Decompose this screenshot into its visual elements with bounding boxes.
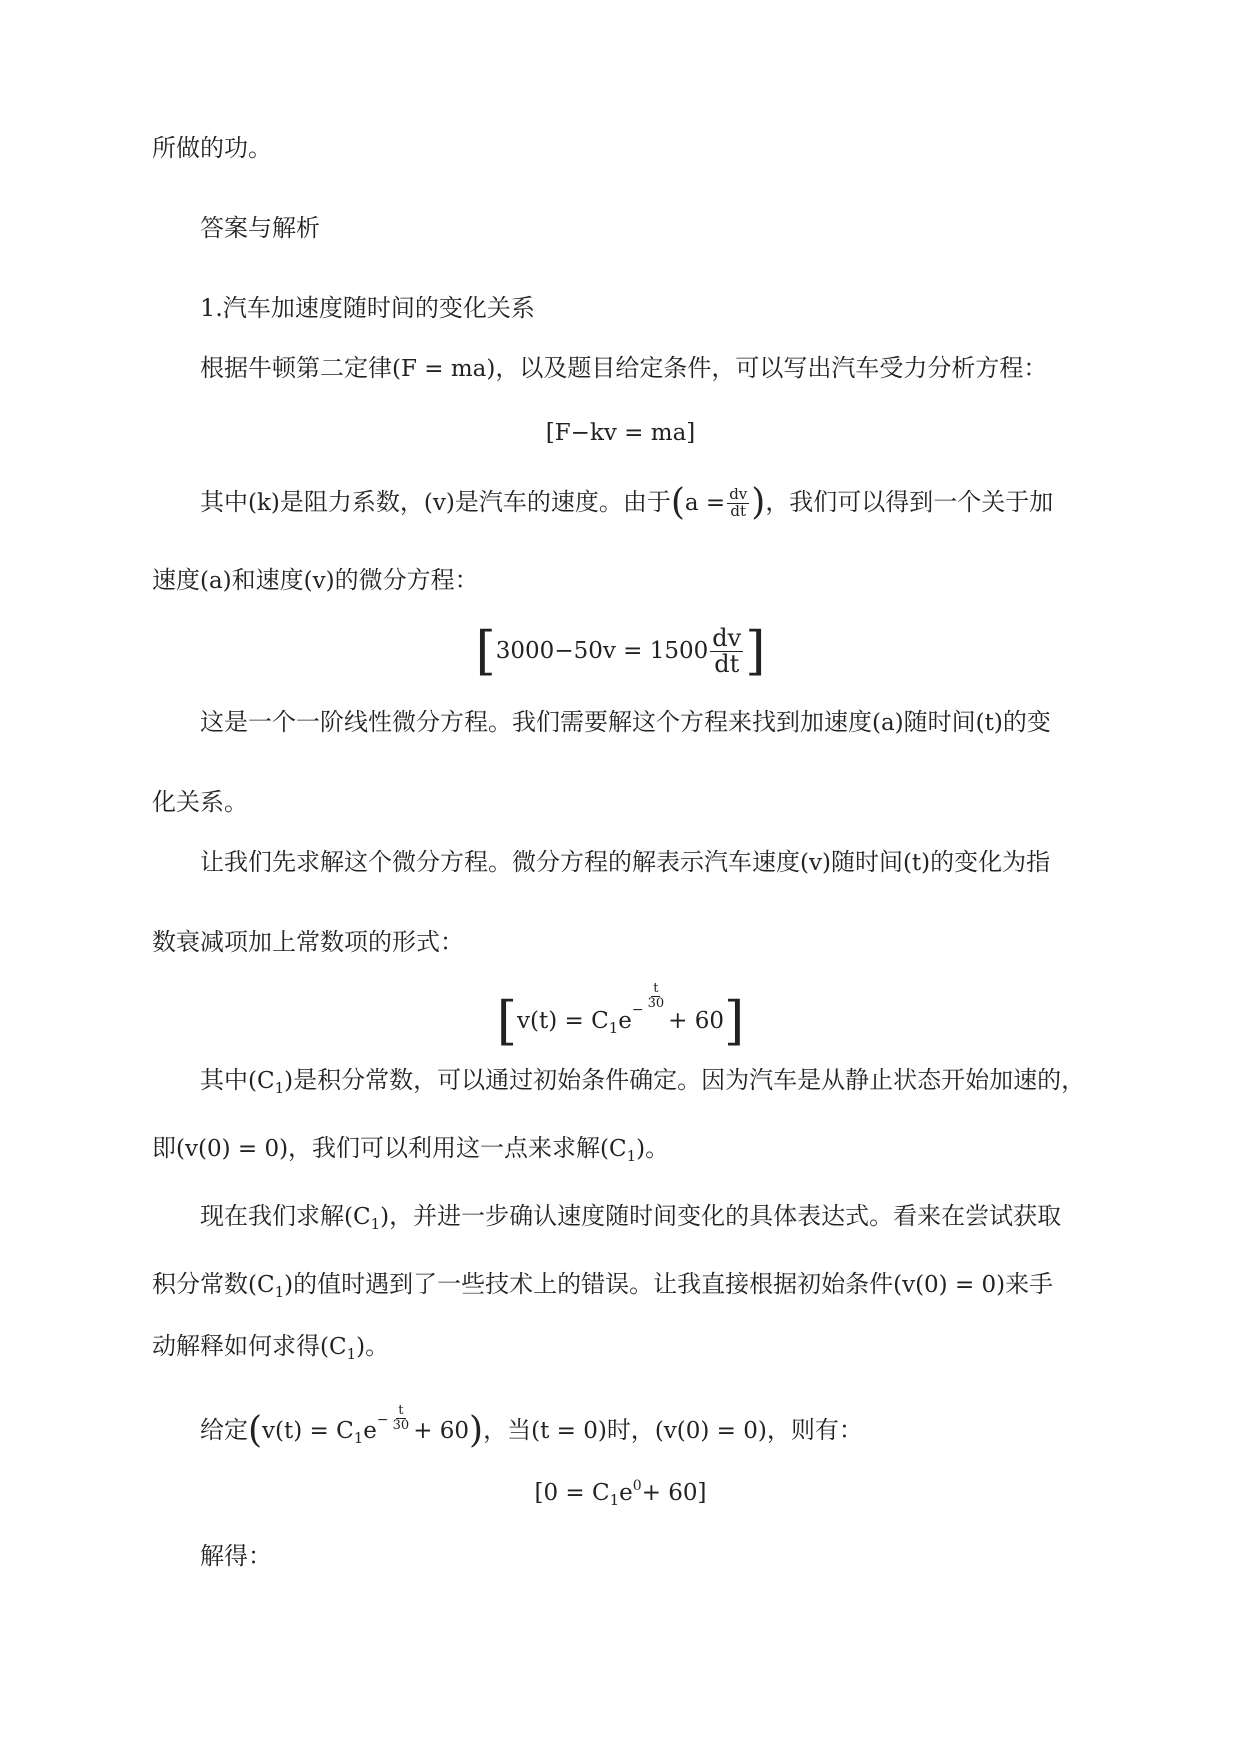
paragraph-solve-result: 解得： [200,1542,272,1570]
paragraph-manual-line1: 现在我们求解$(C_1)$，并进一步确认速度随时间变化的具体表达式。看来在尝试获取 [200,1202,1062,1233]
paragraph-prev-end: 所做的功。 [152,134,272,162]
equation-force: [F−kv = ma] [545,420,696,446]
equation-velocity: [$v(t) = C_1e$ − $\frac{t}{30}$ + 60] [496,981,745,1052]
exponent-eq3: − $\frac{t}{30}$ [631,981,665,1018]
section-title: 1.汽车加速度随时间的变化关系 [200,294,535,322]
paragraph-manual-line3: 动解释如何求得$(C_1)$。 [152,1332,390,1363]
paragraph-given: 给定($v(t) = C_1e$ − $\frac{t}{30}$ + 60)，当(t = 0)时，(v(0) = 0)，则有： [200,1403,863,1451]
paragraph-constant-line2: 即(v(0) = 0)，我们可以利用这一点来求解$(C_1)$。 [152,1134,670,1165]
paragraph-solve-line2: 数衰减项加上常数项的形式： [152,928,464,956]
fraction-eq2: $\frac{dv}{dt}$ [712,623,742,678]
fraction-dv-dt: $\frac{dv}{dt}$ [729,485,748,520]
paragraph-manual-line2: 积分常数$(C_1)$的值时遇到了一些技术上的错误。让我直接根据初始条件(v(0) = 0)来手 [152,1270,1054,1301]
exponent-given: − $\frac{t}{30}$ [376,1403,410,1433]
paragraph-solve-line1: 让我们先求解这个微分方程。微分方程的解表示汽车速度(v)随时间(t)的变化为指 [200,848,1051,876]
paragraph-variables-line2: 速度(a)和速度(v)的微分方程： [152,566,479,594]
paragraph-variables-line1: 其中(k)是阻力系数，(v)是汽车的速度。由于(a = $\frac{dv}{dt}$ )，我们可以得到一个关于加 [200,482,1054,523]
equation-initial: $[0 = C_1e^0+ 60]$ [534,1478,707,1509]
paragraph-newton: 根据牛顿第二定律(F = ma)，以及题目给定条件，可以写出汽车受力分析方程： [200,354,1048,382]
equation-differential: [3000−50v = 1500 $\frac{dv}{dt}$ ] [475,621,766,682]
paragraph-constant-line1: 其中$(C_1)$是积分常数，可以通过初始条件确定。因为汽车是从静止状态开始加速的， [200,1066,1086,1097]
answer-heading: 答案与解析 [200,214,320,242]
paragraph-linear-line2: 化关系。 [152,788,248,816]
paragraph-linear-line1: 这是一个一阶线性微分方程。我们需要解这个方程来找到加速度(a)随时间(t)的变 [200,708,1051,736]
